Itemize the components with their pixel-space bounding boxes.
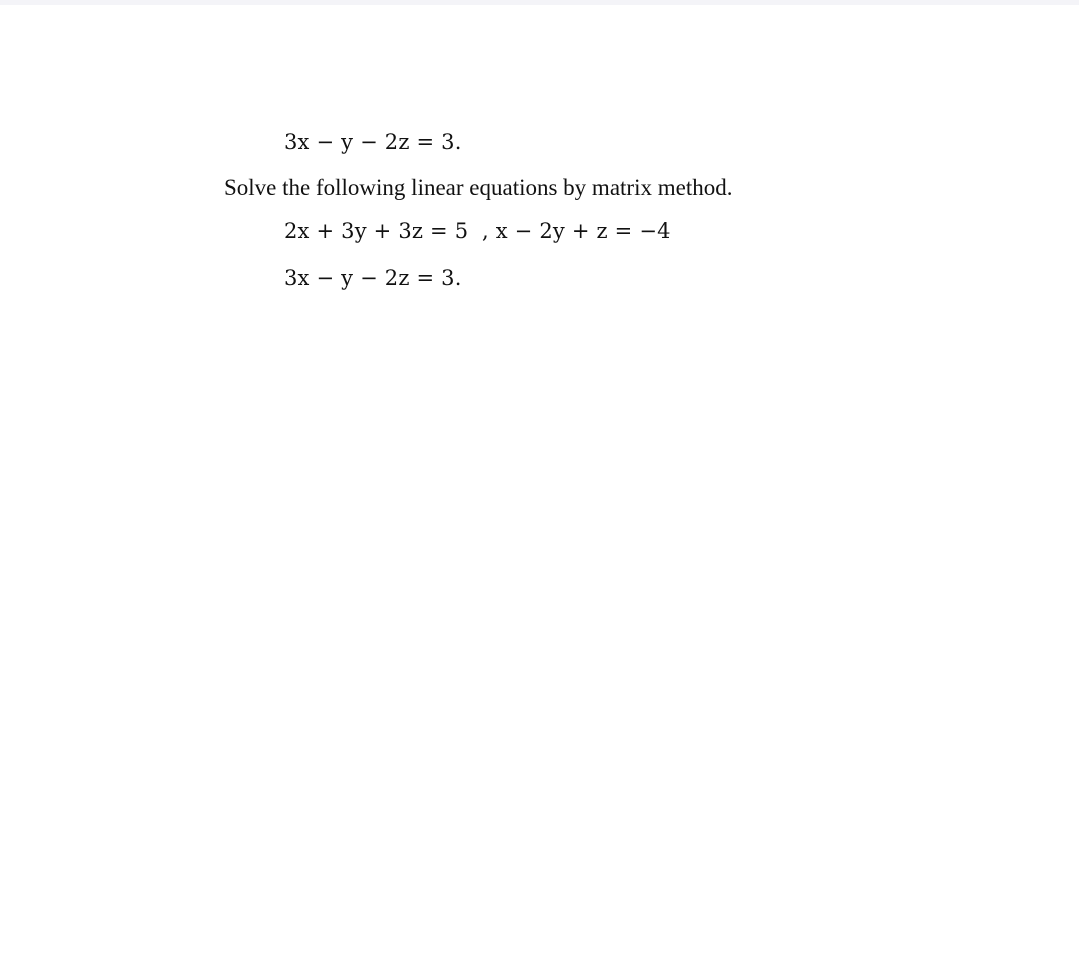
equation-line-first-pair: 2x + 3y + 3z = 5 , x − 2y + z = −4 bbox=[284, 219, 671, 243]
top-edge-strip bbox=[0, 0, 1079, 5]
question-instruction: Solve the following linear equations by matrix method. bbox=[224, 175, 733, 200]
equation-line-third: 3x − y − 2z = 3. bbox=[284, 266, 462, 290]
equation-line-top: 3x − y − 2z = 3. bbox=[284, 130, 462, 154]
